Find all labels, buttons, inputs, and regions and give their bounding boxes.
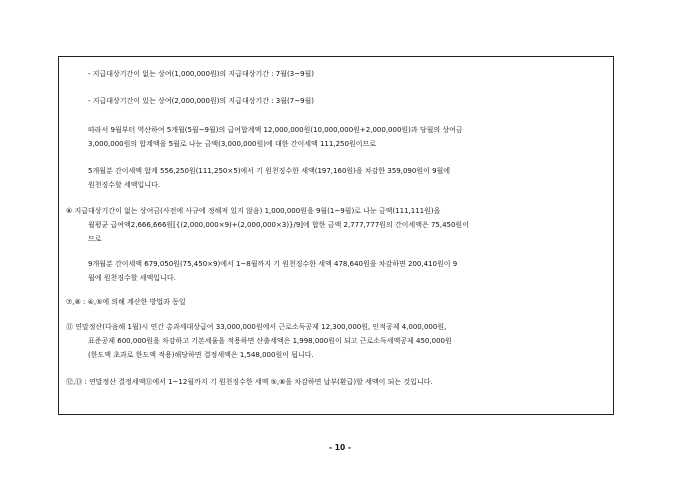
paragraph-line: 따라서 9월부터 역산하여 5개월(5월~9월)의 급여합계액 12,000,000원(10,000,000원+2,000,000원)과 당월의 상여금 bbox=[88, 126, 463, 134]
paragraph-line: 므로 bbox=[88, 235, 102, 243]
item-12-13-line: ⑫,⑬ : 연말정산 결정세액⑪에서 1~12월까지 기 원천징수한 세액 ⑤,⑧을 차감하면 납부(환급)할 세액이 되는 것입니다. bbox=[66, 378, 433, 386]
item-7-8-line: ⑦,⑧ : ④,⑤에 의해 계산한 방법과 동일 bbox=[66, 298, 186, 306]
paragraph-line: 월평균 급여액2,666,666원[{(2,000,000×9)+(2,000,000×3)}/9]에 합한 금액 2,777,777원의 간이세액은 75,450원이 bbox=[88, 221, 469, 229]
paragraph-line: 5개월분 간이세액 합계 556,250원(111,250×5)에서 기 원천징수한 세액(197,160원)을 차감한 359,090원이 9월에 bbox=[88, 167, 451, 175]
paragraph-line: 원천징수할 세액입니다. bbox=[88, 181, 161, 189]
bullet-line-no-period-bonus: - 지급대상기간이 없는 상여(1,000,000원)의 지급대상기간 : 7월(3~9월) bbox=[88, 70, 315, 78]
paragraph-line: 월에 원천징수할 세액입니다. bbox=[88, 274, 176, 282]
paragraph-line: (한도액 초과로 한도액 적용)해당하면 결정세액은 1,548,000원이 됩니다. bbox=[88, 351, 314, 359]
paragraph-line: 표준공제 600,000원을 차감하고 기본세율을 적용하면 산출세액은 1,998,000원이 되고 근로소득세액공제 450,000원 bbox=[88, 337, 452, 345]
item-6-line: ⑥ 지급대상기간이 없는 상여금(사전에 사규에 정해져 있지 않음) 1,000,000원을 9월(1~9월)로 나눈 금액(111,111원)을 bbox=[66, 207, 441, 215]
bullet-line-with-period-bonus: - 지급대상기간이 있는 상여(2,000,000원)의 지급대상기간 : 3월(7~9월) bbox=[88, 97, 315, 105]
page-number: - 10 - bbox=[329, 443, 351, 452]
content-box bbox=[58, 56, 614, 415]
item-11-line: ⑪ 연말정산(다음해 1월)시 연간 총과세대상급여 33,000,000원에서 근로소득공제 12,300,000원, 인적공제 4,000,000원, bbox=[66, 323, 447, 331]
paragraph-line: 9개월분 간이세액 679,050원(75,450×9)에서 1~8월까지 기 원천징수한 세액 478,640원을 차감하면 200,410원이 9 bbox=[88, 260, 458, 268]
paragraph-line: 3,000,000원의 합계액을 5월로 나눈 금액(3,000,000원)에 대한 간이세액 111,250원이므로 bbox=[88, 140, 376, 148]
